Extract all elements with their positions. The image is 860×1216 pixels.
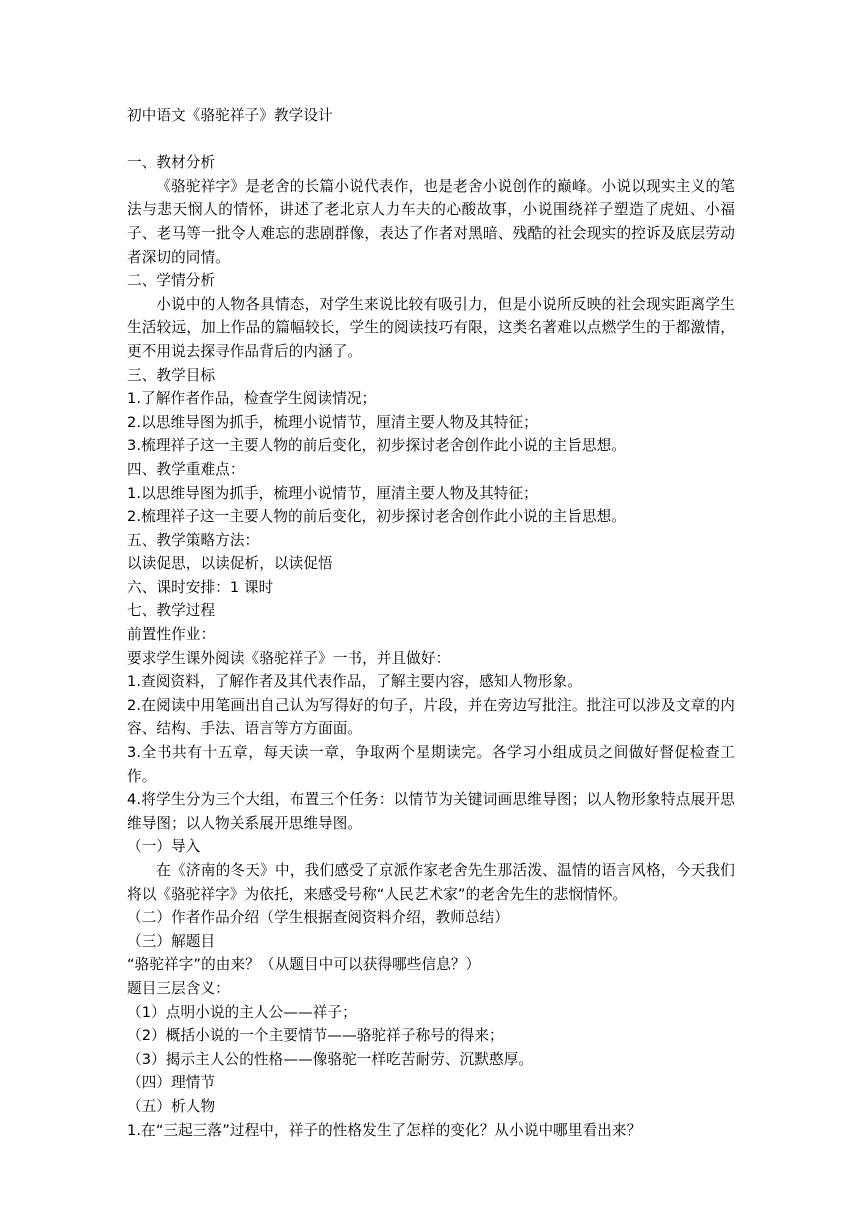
pre-homework-intro: 要求学生课外阅读《骆驼祥子》一书，并且做好： [127,649,451,667]
objective-item-3: 3.梳理祥子这一主要人物的前后变化，初步探讨老舍创作此小说的主旨思想。 [127,437,627,455]
section-heading-student-analysis: 二、学情分析 [127,272,216,290]
part-body-introduction: 在《济南的冬天》中，我们感受了京派作家老舍先生那活泼、温情的语言风格，今天我们将以《骆驼祥字》为依托，来感受号称“人民艺术家”的老舍先生的悲悯情怀。 [127,862,735,903]
pre-homework-item-3: 3.全书共有十五章，每天读一章，争取两个星期读完。各学习小组成员之间做好督促检查工作。 [127,744,735,785]
pre-homework-heading: 前置性作业： [127,626,216,644]
section-heading-teaching-objectives: 三、教学目标 [127,366,216,384]
pre-homework-item-1: 1.查阅资料，了解作者及其代表作品，了解主要内容，感知人物形象。 [127,673,582,691]
part-heading-plot-analysis: （四）理情节 [127,1074,216,1092]
section-heading-teaching-process: 七、教学过程 [127,602,216,620]
title-meaning-item-3: （3）揭示主人公的性格——像骆驼一样吃苦耐劳、沉默憨厚。 [127,1050,534,1068]
section-body-student-analysis: 小说中的人物各具情态，对学生来说比较有吸引力，但是小说所反映的社会现实距离学生生活较远，加上作品的篇幅较长，学生的阅读技巧有限，这类名著难以点燃学生的于都激情，更不用说去探寻作品背后的内涵了。 [127,295,735,360]
section-body-strategies: 以读促思，以读促析，以读促悟 [127,555,333,573]
difficulty-item-1: 1.以思维导图为抓手，梳理小说情节，厘清主要人物及其特征； [127,484,538,502]
part-heading-title-analysis: （三）解题目 [127,932,216,950]
section-heading-key-difficulties: 四、教学重难点： [127,460,245,478]
part-heading-character-analysis: （五）析人物 [127,1097,216,1115]
title-meaning-item-2: （2）概括小说的一个主要情节——骆驼祥子称号的得来； [127,1027,504,1045]
part-heading-introduction: （一）导入 [127,838,201,856]
pre-homework-item-2: 2.在阅读中用笔画出自己认为写得好的句子，片段，并在旁边写批注。批注可以涉及文章的内容、结构、手法、语言等方方面面。 [127,696,735,738]
title-analysis-question: “骆驼祥字”的由来？（从题目中可以获得哪些信息？） [127,956,481,974]
objective-item-2: 2.以思维导图为抓手，梳理小说情节，厘清主要人物及其特征； [127,413,538,431]
part-heading-author-intro: （二）作者作品介绍（学生根据查阅资料介绍，教师总结） [127,909,510,927]
title-analysis-subheading: 题目三层含义： [127,979,230,997]
section-body-textbook-analysis: 《骆驼祥字》是老舍的长篇小说代表作，也是老舍小说创作的巅峰。小说以现实主义的笔法与悲天悯人的情怀，讲述了老北京人力车夫的心酸故事，小说围绕祥子塑造了虎妞、小福子、老马等一批令人难忘的悲剧群像，表达了作者对黑暗、残酷的社会现实的控诉及底层劳动者深切的同情。 [127,177,735,266]
difficulty-item-2: 2.梳理祥子这一主要人物的前后变化，初步探讨老舍创作此小说的主旨思想。 [127,508,627,526]
objective-item-1: 1.了解作者作品，检查学生阅读情况； [127,390,377,408]
section-heading-class-hours: 六、课时安排：1 课时 [127,578,274,596]
document-body [127,104,735,1142]
section-heading-strategies: 五、教学策略方法： [127,531,260,549]
section-heading-textbook-analysis: 一、教材分析 [127,154,216,172]
document-title: 初中语文《骆驼祥子》教学设计 [127,107,333,124]
character-analysis-item-1: 1.在“三起三落”过程中，祥子的性格发生了怎样的变化？从小说中哪里看出来？ [127,1121,642,1139]
title-meaning-item-1: （1）点明小说的主人公——祥子； [127,1003,357,1021]
pre-homework-item-4: 4.将学生分为三个大组，布置三个任务：以情节为关键词画思维导图；以人物形象特点展开思维导图；以人物关系展开思维导图。 [127,791,735,832]
